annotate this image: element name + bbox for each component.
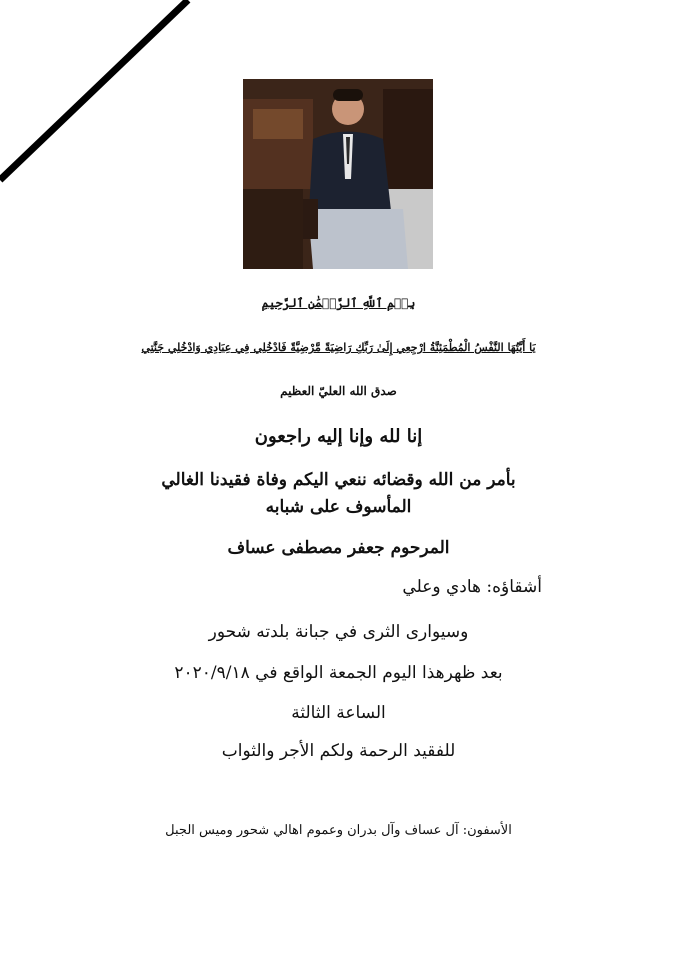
deceased-name: المرحوم جعفر مصطفى عساف bbox=[227, 538, 450, 558]
portrait-image bbox=[243, 79, 433, 269]
announcement-line-2: المأسوف على شبابه bbox=[265, 497, 412, 517]
announcement-line-1: بأمر من الله وقضائه ننعي اليكم وفاة فقيدنا الغالي bbox=[161, 470, 516, 490]
burial-hour: الساعة الثالثة bbox=[291, 703, 386, 723]
burial-date: بعد ظهرهذا اليوم الجمعة الواقع في ٢٠٢٠/٩/١٨ bbox=[174, 663, 503, 683]
brothers-line: أشقاؤه: هادي وعلي bbox=[402, 577, 542, 597]
burial-location: وسيوارى الثرى في جبانة بلدته شحور bbox=[208, 622, 469, 642]
prayer-line: للفقيد الرحمة ولكم الأجر والثواب bbox=[221, 741, 456, 761]
deceased-photo bbox=[243, 79, 433, 269]
mourning-ribbon bbox=[0, 0, 200, 190]
mourners-line: الأسفون: آل عساف وآل بدران وعموم اهالي شحور وميس الجبل bbox=[165, 823, 512, 838]
basmala: بِسۡمِ ٱللَّهِ ٱلرَّحۡمَٰنِ ٱلرَّحِيمِ bbox=[261, 296, 416, 310]
sadaqa-line: صدق الله العليّ العظيم bbox=[280, 384, 397, 398]
quran-verse: يَا أَيَّتُهَا النَّفْسُ الْمُطْمَئِنَّةُ ارْجِعِي إِلَىٰ رَبِّكِ رَاضِيَةً مَّرْضِيَّةً فَادْخُلِي فِي عِبَادِي وَادْخُلِي جَنَّتِي bbox=[141, 341, 536, 354]
inna-lillah-heading: إنا لله وإنا إليه راجعون bbox=[254, 426, 423, 447]
